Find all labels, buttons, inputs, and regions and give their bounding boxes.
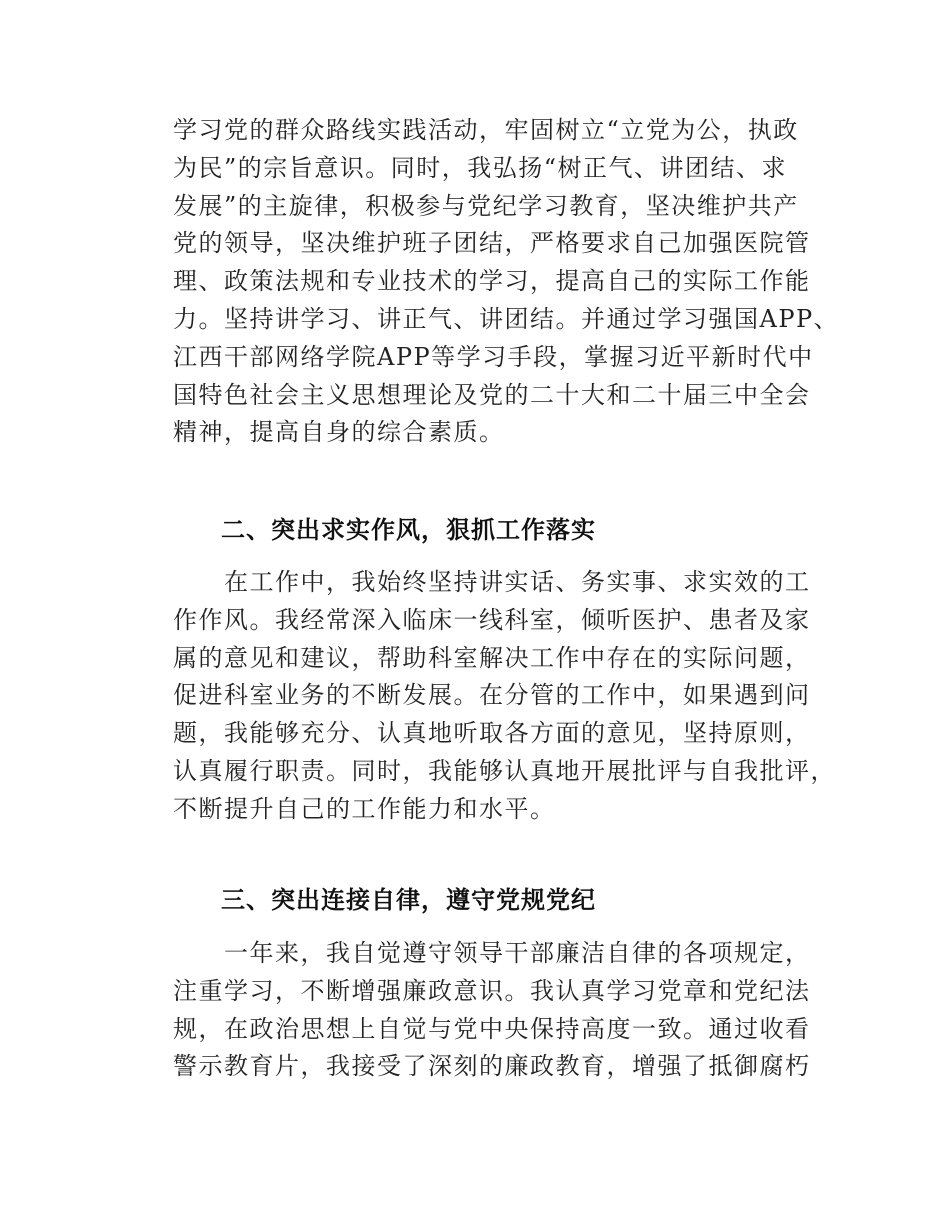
paragraph-line: 注重学习，不断增强廉政意识。我认真学习党章和党纪法 [173,976,811,1005]
paragraph-line: 属的意见和建议，帮助科室解决工作中存在的实际问题， [173,643,811,672]
paragraph-line: 江西干部网络学院APP等学习手段，掌握习近平新时代中 [173,342,814,371]
paragraph-line: 规，在政治思想上自觉与党中央保持高度一致。通过收看 [173,1014,811,1043]
paragraph-line: 精神，提高自身的综合素质。 [173,418,505,447]
paragraph-line: 理、政策法规和专业技术的学习，提高自己的实际工作能 [173,267,811,296]
paragraph-line: 作作风。我经常深入临床一线科室，倾听医护、患者及家 [173,605,811,634]
paragraph-line: 力。坚持讲学习、讲正气、讲团结。并通过学习强国APP、 [173,304,840,333]
paragraph-line: 为民”的宗旨意识。同时，我弘扬“树正气、讲团结、求 [173,153,788,182]
paragraph-line: 国特色社会主义思想理论及党的二十大和二十届三中全会 [173,380,811,409]
paragraph-line: 警示教育片，我接受了深刻的廉政教育，增强了抵御腐朽 [173,1052,811,1081]
paragraph-line: 认真履行职责。同时，我能够认真地开展批评与自我批评， [173,756,836,785]
paragraph-line: 不断提升自己的工作能力和水平。 [173,794,556,823]
paragraph-self-study [173,112,840,452]
section-heading-3: 三、突出连接自律，遵守党规党纪 [221,886,596,914]
paragraph-work-style [173,564,836,829]
paragraph-line: 促进科室业务的不断发展。在分管的工作中，如果遇到问 [173,681,811,710]
paragraph-line: 在工作中，我始终坚持讲实话、务实事、求实效的工 [173,568,811,596]
section-heading-2: 二、突出求实作风，狠抓工作落实 [221,516,596,544]
paragraph-line: 发展”的主旋律，积极参与党纪学习教育，坚决维护共产 [173,191,799,220]
paragraph-line: 党的领导，坚决维护班子团结，严格要求自己加强医院管 [173,229,811,258]
paragraph-line: 学习党的群众路线实践活动，牢固树立“立党为公，执政 [173,116,799,144]
paragraph-line: 一年来，我自觉遵守领导干部廉洁自律的各项规定， [173,939,811,967]
paragraph-line: 题，我能够充分、认真地听取各方面的意见，坚持原则， [173,719,811,748]
paragraph-self-discipline [173,935,813,1086]
